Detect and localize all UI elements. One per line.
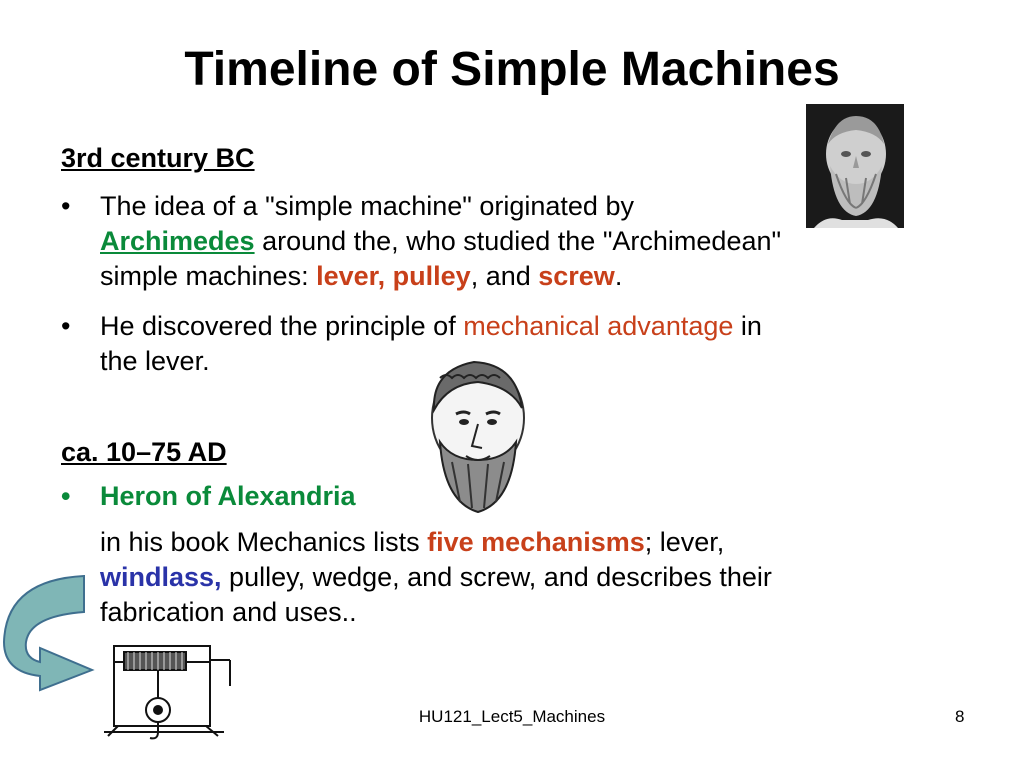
slide-title: Timeline of Simple Machines (184, 43, 840, 96)
text-segment: pulley, wedge, and screw, and describes their (221, 562, 772, 592)
heron-mechanics-paragraph (100, 525, 970, 630)
text-segment: in (733, 311, 762, 341)
text-segment: fabrication and uses.. (100, 597, 357, 627)
windlass-drawing-icon (94, 636, 244, 746)
text-segment: ; lever, (644, 527, 725, 557)
archimedes-link[interactable]: Archimedes (100, 226, 255, 256)
highlight-lever-pulley: lever, pulley (316, 261, 471, 291)
section-heading-10-75-ad: ca. 10–75 AD (61, 437, 227, 467)
page-number: 8 (955, 707, 965, 726)
text-segment: . (614, 261, 623, 291)
text-segment: the lever. (100, 346, 210, 376)
highlight-screw: screw (538, 261, 615, 291)
text-segment: simple machines: (100, 261, 317, 291)
footer-label: HU121_Lect5_Machines (418, 707, 606, 726)
bullet-text (100, 189, 961, 294)
highlight-mechanical-advantage: mechanical advantage (463, 311, 734, 341)
section-heading-3rd-century: 3rd century BC (61, 143, 255, 173)
text-segment: The idea of a "simple machine" originated by (100, 191, 634, 221)
highlight-windlass: windlass, (100, 562, 222, 592)
text-segment: , and (470, 261, 539, 291)
bullet-archimedes (61, 189, 961, 294)
text-segment: around the, who studied the "Archimedean" (254, 226, 782, 256)
heron-of-alexandria-label: Heron of Alexandria (100, 481, 356, 511)
highlight-five-mechanisms: five mechanisms (427, 527, 645, 557)
curved-arrow-icon (0, 572, 96, 692)
bullet-dot: • (61, 481, 71, 511)
text-segment: in his book Mechanics lists (100, 527, 428, 557)
bullet-dot: • (61, 191, 71, 221)
bullet-heron (61, 479, 961, 514)
text-segment: He discovered the principle of (100, 311, 464, 341)
bullet-dot: • (61, 311, 71, 341)
